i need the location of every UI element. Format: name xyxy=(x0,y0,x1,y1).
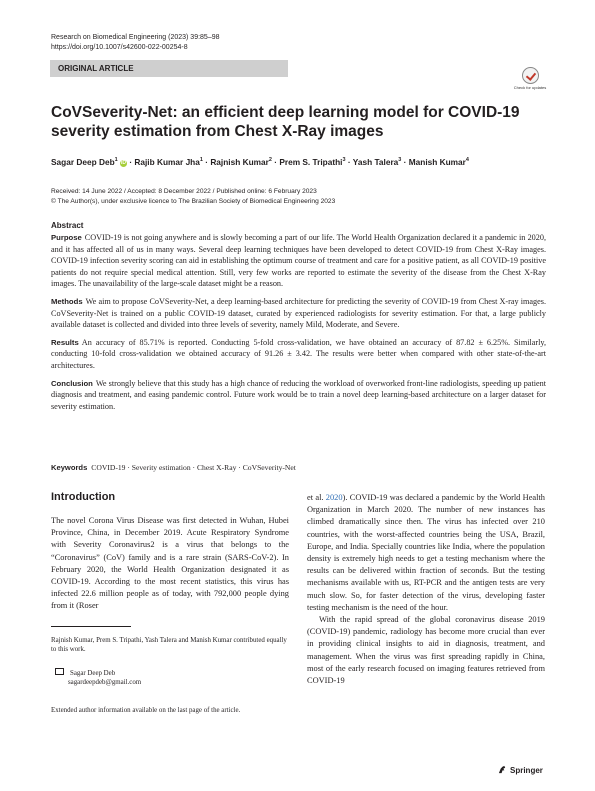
contact-name: Sagar Deep Deb xyxy=(70,670,116,677)
citation-link[interactable]: 2020 xyxy=(325,493,343,502)
author-affiliation: 3 xyxy=(342,157,346,163)
paragraph-text: ). COVID-19 was declared a pandemic by the World Health Organization in March 2020. The number of new instances has climbed dramatically since then. The virus has infected over 210 countries, with the worst-affected countries being the USA, Brazil, Europe, and India. Specially countries like India, where the population density is extremely high needs to get a testing mechanism where the results can be delivered within fraction of seconds. But the testing mechanisms available with us, RT-PCR and the antigen tests are very much slow. So, for faster detection of the virus, developing faster testing mechanism is the need of the hour. xyxy=(307,493,545,612)
author-affiliation: 4 xyxy=(465,157,469,163)
corresponding-author xyxy=(55,668,141,687)
check-updates-icon xyxy=(522,67,539,84)
abstract-results xyxy=(51,337,546,372)
keywords-text: COVID-19 · Severity estimation · Chest X-Ray · CoVSeverity-Net xyxy=(91,463,296,472)
author-name[interactable]: Yash Talera xyxy=(352,157,399,167)
footnote-divider xyxy=(51,626,131,627)
results-text: An accuracy of 85.71% is reported. Conducting 5-fold cross-validation, we have obtained an accuracy of 87.82 ± 6.25%. Similarly, conducting 10-fold cross-validation we obtained accuracy of 91.26 ± 3.42. The results were better when compared with other state-of-the-art architectures. xyxy=(51,337,546,370)
received-dates: Received: 14 June 2022 / Accepted: 8 December 2022 / Published online: 6 February 2023 xyxy=(51,188,317,195)
journal-citation: Research on Biomedical Engineering (2023) 39:85–98 xyxy=(51,34,220,41)
conclusion-label: Conclusion xyxy=(51,378,93,388)
body-column-right xyxy=(307,492,545,687)
keywords-line xyxy=(51,463,296,472)
author-affiliation: 2 xyxy=(268,157,272,163)
equal-contribution-note: Rajnish Kumar, Prem S. Tripathi, Yash Talera and Manish Kumar contributed equally to this work. xyxy=(51,637,287,653)
conclusion-text: We strongly believe that this study has a high chance of reducing the workload of overworked front-line radiologists, speeding up patient diagnosis and treatment, and easing pandemic control. Future work would be to train a novel deep learning-based architecture on a larger dataset for severity estimation. xyxy=(51,378,546,411)
envelope-icon xyxy=(55,668,64,675)
abstract-conclusion xyxy=(51,378,546,413)
purpose-label: Purpose xyxy=(51,233,82,242)
body-column-left xyxy=(51,491,289,613)
orcid-icon[interactable]: iD xyxy=(121,160,127,166)
results-label: Results xyxy=(51,337,79,347)
purpose-text: COVID-19 is not going anywhere and is slowly becoming a part of our life. The World Health Organization declared it a pandemic in 2020, and it has affected all of us in many ways. Several deep learning techniques have been developed to detect COVID-19 from Chest X-Ray images. COVID-19 infection severity scoring can aid in establishing the optimum course of treatment and care for a positive patient, as all COVID-19 positive patients do not require special medical attention. Still, very few works are reported to estimate the severity of the disease from the Chest X-Ray images. The unavailability of the large-scale dataset might be a reason. xyxy=(51,233,546,289)
author-affiliation: 1 xyxy=(114,157,118,163)
author-list: Sagar Deep Deb$^1$ iD · Rajib Kumar Jha$^1$ · Rajnish Kumar$^2$ · Prem S. Tripathi$^3$ · Yash Talera$^3$ · Manish Kumar$^4$ xyxy=(51,157,469,167)
author-name[interactable]: Sagar Deep Deb xyxy=(51,157,115,167)
methods-text: We aim to propose CoVSeverity-Net, a deep learning-based architecture for predicting the severity of COVID-19 from Chest X-ray images. CoVSeverity-Net is trained on a public COVID-19 dataset, curated by experienced radiologists for severity estimation. For that, a large publicly available dataset is collected and divided into three levels of severity, namely Mild, Moderate, and Severe. xyxy=(51,296,546,330)
check-updates-label: Check for updates xyxy=(513,85,547,90)
contact-email[interactable]: sagardeepdeb@gmail.com xyxy=(68,679,142,686)
article-type-badge: ORIGINAL ARTICLE xyxy=(50,60,288,77)
publication-dates xyxy=(51,187,335,207)
abstract-purpose xyxy=(51,232,546,290)
publisher-logo xyxy=(498,765,543,775)
journal-header xyxy=(51,33,220,53)
abstract-section xyxy=(51,221,546,418)
author-name[interactable]: Rajib Kumar Jha xyxy=(134,157,200,167)
check-for-updates-button[interactable] xyxy=(513,67,547,99)
publisher-name: Springer xyxy=(510,766,543,775)
title-line-2: severity estimation from Chest X-Ray images xyxy=(51,123,384,140)
abstract-heading: Abstract xyxy=(51,221,84,230)
springer-horse-icon xyxy=(498,765,507,774)
citation-prefix: et al. xyxy=(307,493,326,502)
article-title xyxy=(51,103,521,141)
extended-author-info: Extended author information available on the last page of the article. xyxy=(51,707,241,714)
title-line-1: CoVSeverity-Net: an efficient deep learning model for COVID-19 xyxy=(51,104,520,121)
author-affiliation: 1 xyxy=(199,157,203,163)
abstract-methods xyxy=(51,296,546,331)
copyright-notice: © The Author(s), under exclusive licence to The Brazilian Society of Biomedical Engineering 2023 xyxy=(51,198,336,205)
author-name[interactable]: Manish Kumar xyxy=(408,157,466,167)
author-affiliation: 3 xyxy=(398,157,402,163)
intro-paragraph-2: With the rapid spread of the global coronavirus disease 2019 (COVID-19) pandemic, radiology has become more crucial than ever in providing clinical insights to aid in diagnosis, treatment, and management. When the virus was first spreading rapidly in China, most of the early research focused on imaging features retrieved from COVID-19 xyxy=(307,615,545,686)
introduction-heading: Introduction xyxy=(51,491,116,503)
intro-paragraph-1: The novel Corona Virus Disease was first detected in Wuhan, Hubei Province, China, in December 2019. Acute Respiratory Syndrome with Severity Coronavirus2 is a virus that belongs to the “Coronavirus” (CoV) family and is a rare strain (SARS-CoV-2). In February 2020, the World Health Organization designated it as COVID-19. According to the most recent statistics, this virus has infected 22.6 million people as of today, with 792,000 people dying from it (Roser xyxy=(51,516,289,611)
doi-link[interactable]: https://doi.org/10.1007/s42600-022-00254-8 xyxy=(51,44,188,51)
intro-paragraph-1-continued xyxy=(307,492,545,614)
keywords-label: Keywords xyxy=(51,463,88,472)
author-name[interactable]: Prem S. Tripathi xyxy=(279,157,343,167)
author-name[interactable]: Rajnish Kumar xyxy=(210,157,269,167)
methods-label: Methods xyxy=(51,296,83,306)
